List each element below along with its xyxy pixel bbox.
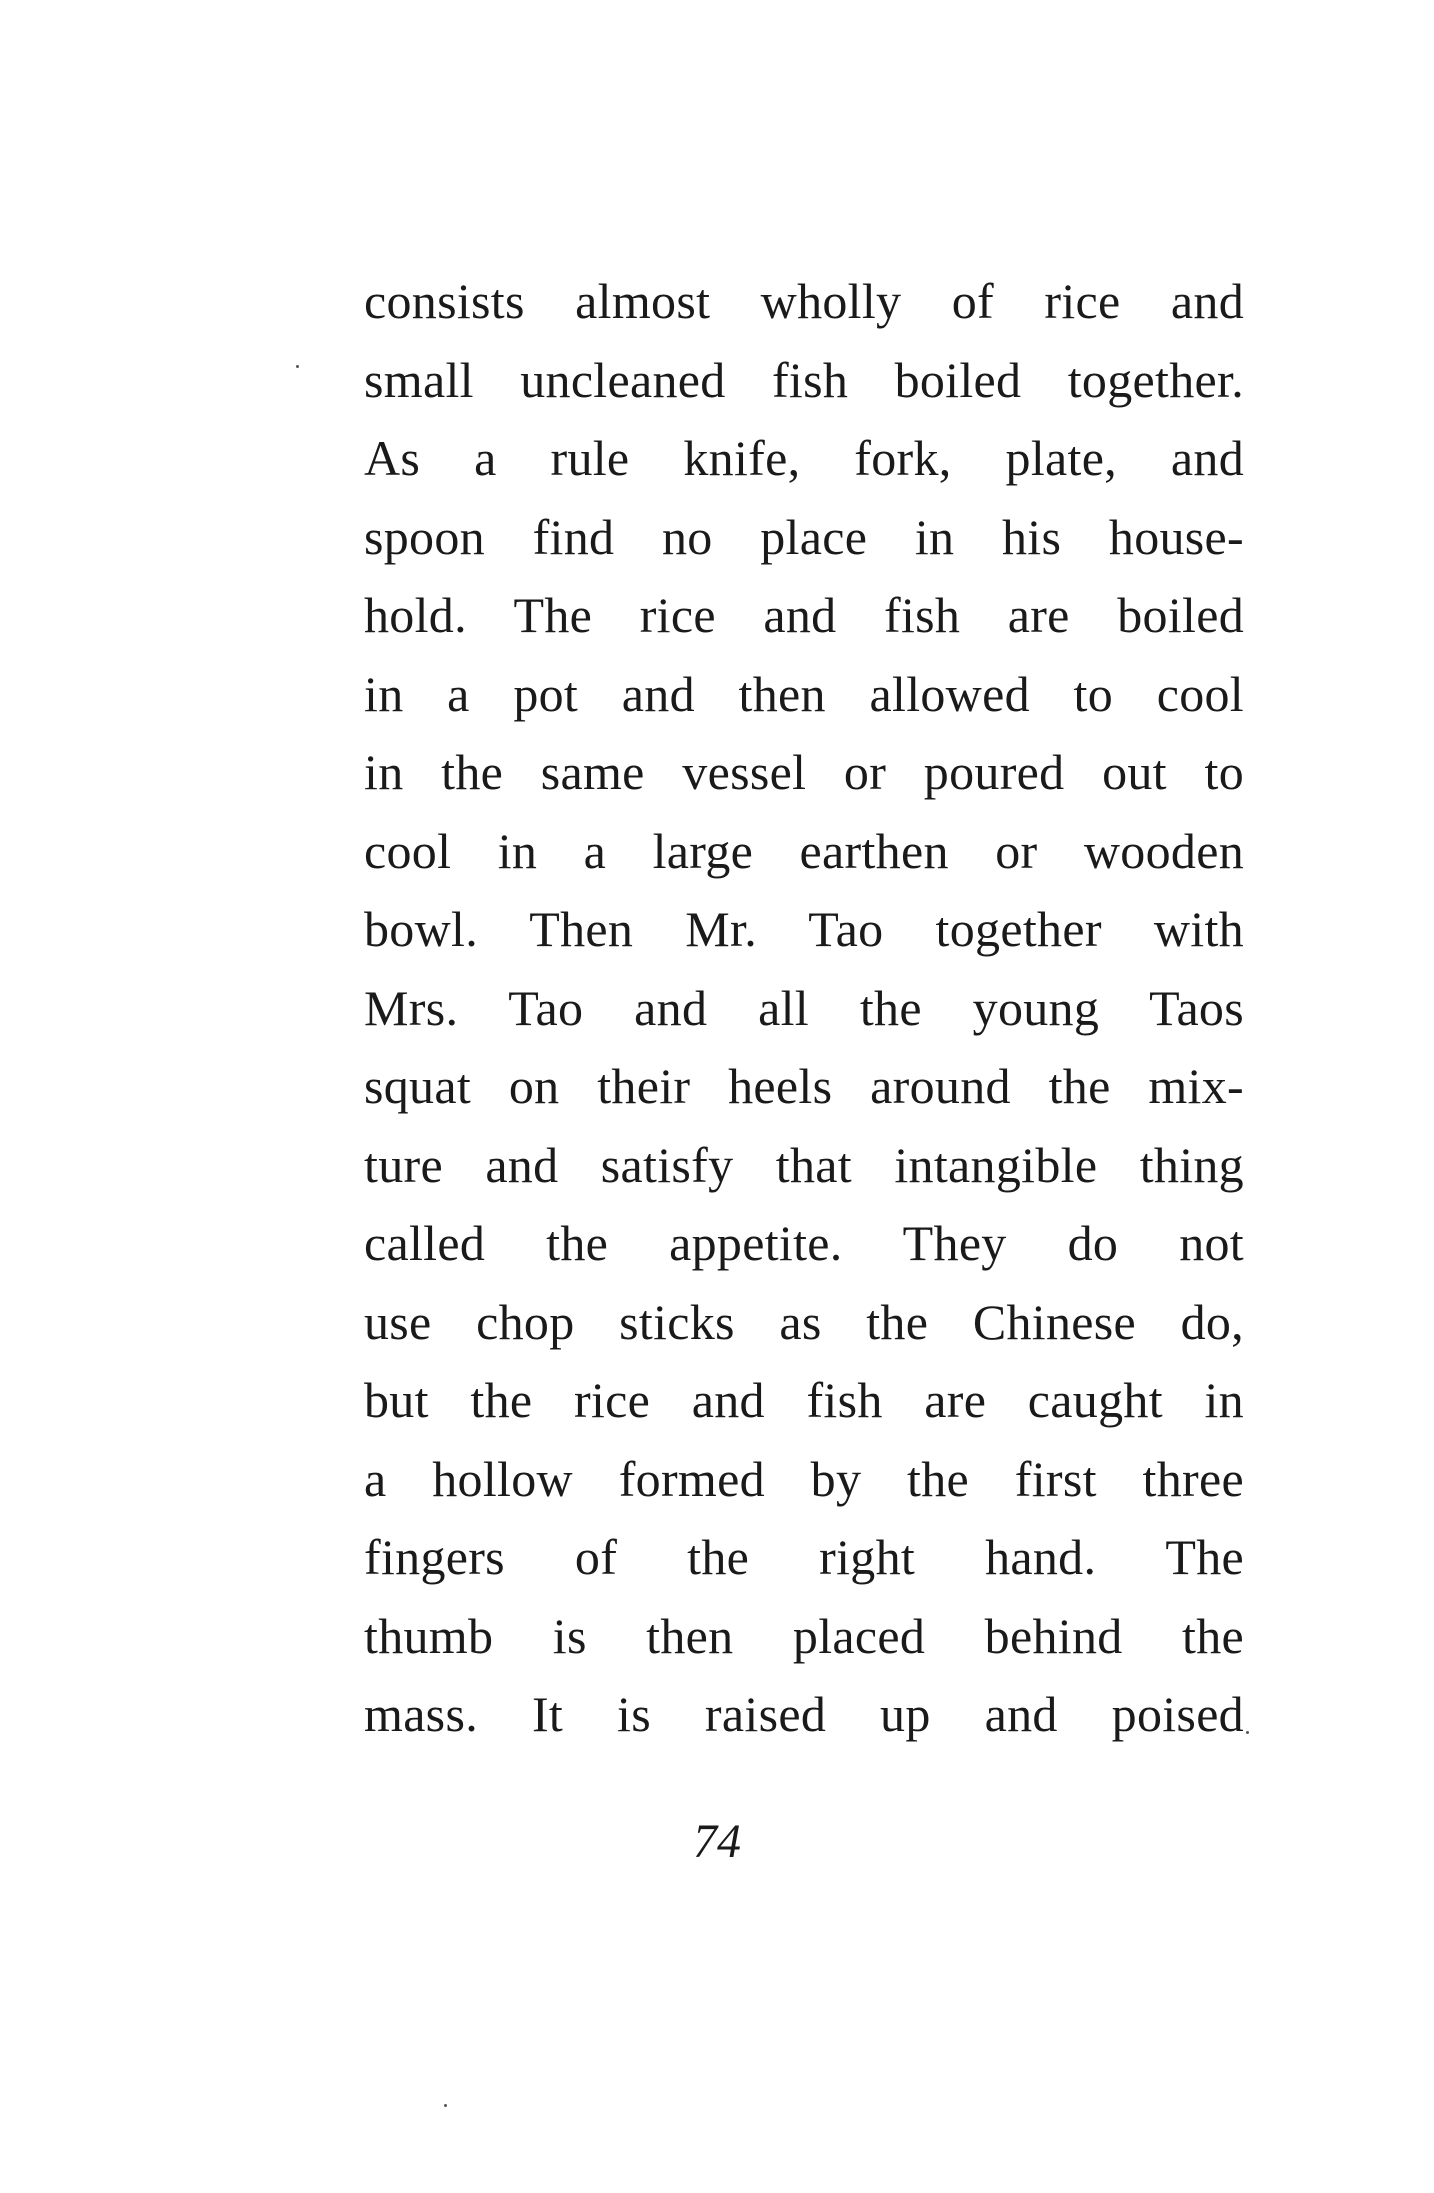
text-line: As a rule knife, fork, plate, and [364, 430, 1244, 486]
body-text [364, 262, 1244, 1754]
text-line: mass. It is raised up and poised [364, 1686, 1244, 1742]
text-line: cool in a large earthen or wooden [364, 822, 1244, 879]
text-line: bowl. Then Mr. Tao together with [364, 901, 1244, 957]
page-number: 74 [693, 1815, 741, 1868]
scan-speck [1246, 1731, 1249, 1734]
scan-speck [444, 2104, 447, 2107]
text-line: in the same vessel or poured out to [364, 744, 1244, 800]
text-line: called the appetite. They do not [364, 1215, 1244, 1271]
text-line: ture and satisfy that intangible thing [364, 1136, 1244, 1193]
text-line: fingers of the right hand. The [364, 1529, 1244, 1585]
text-line: but the rice and fish are caught in [364, 1372, 1244, 1428]
text-line: use chop sticks as the Chinese do, [364, 1293, 1244, 1350]
scan-speck [296, 365, 299, 368]
text-line: small uncleaned fish boiled together. [364, 351, 1244, 408]
text-line: Mrs. Tao and all the young Taos [364, 979, 1244, 1036]
text-line: consists almost wholly of rice and [364, 273, 1244, 329]
text-line: hold. The rice and fish are boiled [364, 587, 1244, 643]
text-line: a hollow formed by the first three [364, 1450, 1244, 1507]
text-line: in a pot and then allowed to cool [364, 665, 1244, 722]
text-line: spoon find no place in his house- [364, 508, 1244, 565]
text-line: squat on their heels around the mix- [364, 1058, 1244, 1114]
text-line: thumb is then placed behind the [364, 1607, 1244, 1664]
